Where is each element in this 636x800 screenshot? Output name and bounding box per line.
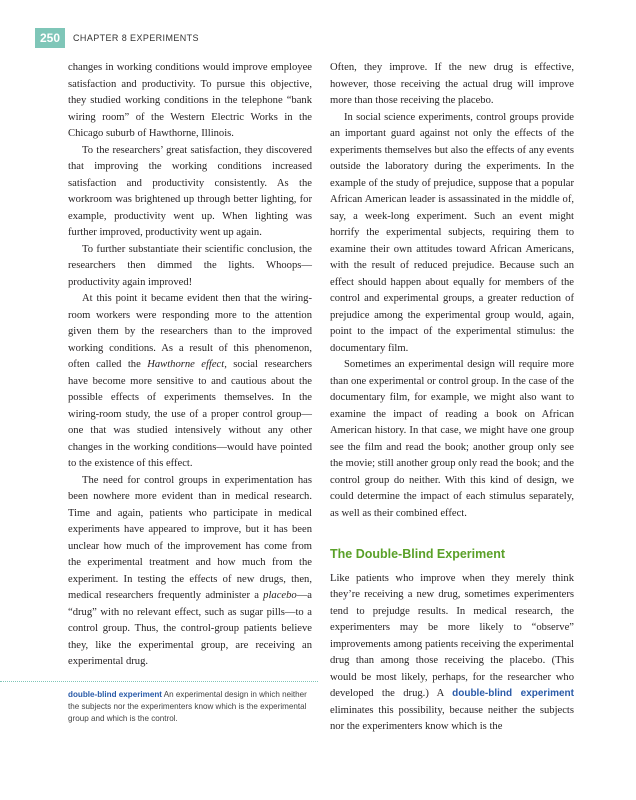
left-column [68,60,312,671]
hawthorne-effect-term: Hawthorne effect [147,359,225,370]
glossary-divider [0,681,318,682]
running-header [35,28,199,48]
glossary-definition: An experimental design in which neither the subjects nor the experimenters know which is the experimental group and which is the control. [68,690,307,723]
text-run: At this point it became evident then that the wiring-room workers were responding more to the attention given them by the researchers than to the improved working conditions. As a result of this phenomenon, often called the [68,293,312,370]
paragraph [330,571,574,736]
page-number: 250 [35,28,65,48]
paragraph [68,291,312,473]
text-run: The need for control groups in experimentation has been nowhere more evident than in medical research. Time and again, patients who participate in medical experiments have appeared to improve, but it has been unclear how much of the improvement has come from the experimental treatment and how much from the experiment. In testing the effects of new drugs, then, medical researchers frequently administer a [68,474,312,601]
paragraph [68,473,312,671]
glossary-note [68,689,308,725]
placebo-term: placebo [263,590,297,601]
glossary-term: double-blind experiment [68,690,162,699]
paragraph: changes in working conditions would improve employee satisfaction and productivity. To pursue this objective, they studied working conditions in the telephone “bank wiring room” of the Western Electric Works in the Chicago suburb of Hawthorne, Illinois. [68,62,312,139]
section-heading: The Double-Blind Experiment [330,547,506,561]
key-term: double-blind experiment [452,688,574,699]
paragraph: To further substantiate their scientific conclusion, the researchers then dimmed the lights. Whoops—productivity again improved! [68,243,312,288]
text-run: , social researchers have become more sensitive to and cautious about the possible effects of experiments themselves. In the wiring-room study, the use of a proper control group—one that was studied intensively without any other changes in the working conditions—would have pointed to the existence of this effect. [68,359,312,469]
chapter-title: CHAPTER 8 EXPERIMENTS [73,33,199,43]
text-run: —a “drug” with no relevant effect, such as sugar pills—to a control group. Thus, the control-group patients believe they, like the experimental group, are receiving an experimental drug. [68,590,312,667]
right-column [330,60,574,736]
paragraph: Sometimes an experimental design will require more than one experimental or control group. In the case of the documentary film, for example, we might also want to examine the impact of reading a book on African American history. In that case, we might have one group see the film and read the book; another group only see the movie; still another group only read the book; and the control group do neither. With this kind of design, we could determine the impact of each stimulus separately, as well as their combined effect. [330,359,574,519]
paragraph: In social science experiments, control groups provide an important guard against not only the effects of the experiments themselves but also the effects of any events outside the laboratory during the experiments. In the example of the study of prejudice, suppose that a popular African American leader is assassinated in the middle of, say, a week-long experiment. Such an event might horrify the experimental subjects, requiring them to examine their own attitudes toward African Americans, with the result of reduced prejudice. Because such an effect should happen about equally for members of the control and experimental groups, a greater reduction of prejudice among the experimental group would, again, point to the impact of the experimental stimulus: the documentary film. [330,111,574,354]
text-run: Like patients who improve when they merely think they’re receiving a new drug, sometimes experimenters tend to prejudge results. In medical research, the experimenters may be more likely to “observe” improvements among patients receiving the experimental drug than among those receiving the placebo. (This would be most likely, perhaps, for the researcher who developed the drug.) A [330,572,574,699]
paragraph: Often, they improve. If the new drug is effective, however, those receiving the actual drug will improve more than those receiving the placebo. [330,62,574,106]
text-run: eliminates this possibility, because neither the subjects nor the experimenters know which is the [330,704,574,732]
paragraph: To the researchers’ great satisfaction, they discovered that improving the working conditions increased satisfaction and productivity consistently. As the workroom was brightened up through better lighting, for example, productivity went up. When lighting was further improved, productivity went up again. [68,144,312,238]
